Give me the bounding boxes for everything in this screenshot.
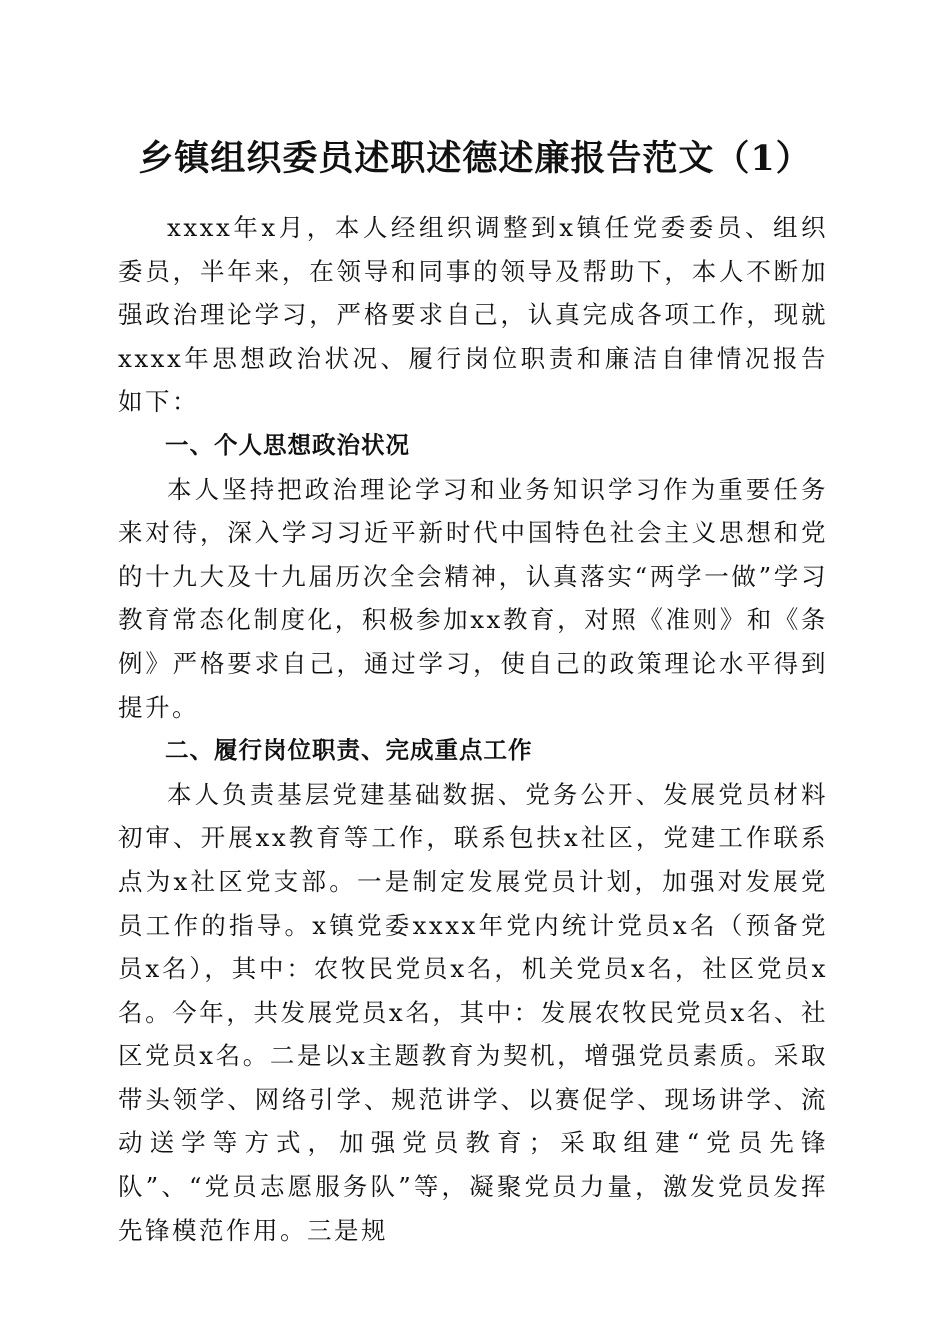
section-paragraph: 本人负责基层党建基础数据、党务公开、发展党员材料初审、开展xx教育等工作，联系包扶x社区，党建工作联系点为x社区党支部。一是制定发展党员计划，加强对发展党员工作的指导。x镇党委xxxx年党内统计党员x名（预备党员x名），其中：农牧民党员x名，机关党员x名，社区党员x名。今年，共发展党员x名，其中：发展农牧民党员x名、社区党员x名。二是以x主题教育为契机，增强党员素质。采取带头领学、网络引学、规范讲学、以赛促学、现场讲学、流动送学等方式，加强党员教育；采取组建“党员先锋队”、“党员志愿服务队”等，凝聚党员力量，激发党员发挥先锋模范作用。三是规 xyxy=(118,779,828,1245)
section-job-duties xyxy=(118,729,828,1252)
document-title: 乡镇组织委员述职述德述廉报告范文（1） xyxy=(138,138,812,179)
section-heading: 二、履行岗位职责、完成重点工作 xyxy=(165,736,533,765)
section-political-status xyxy=(118,424,828,729)
section-heading: 一、个人思想政治状况 xyxy=(165,430,410,459)
document-body xyxy=(118,206,828,1252)
section-paragraph: 本人坚持把政治理论学习和业务知识学习作为重要任务来对待，深入学习习近平新时代中国特色社会主义思想和党的十九大及十九届历次全会精神，认真落实“两学一做”学习教育常态化制度化，积极参加xx教育，对照《准则》和《条例》严格要求自己，通过学习，使自己的政策理论水平得到提升。 xyxy=(118,474,828,722)
intro-paragraph: xxxx年x月，本人经组织调整到x镇任党委委员、组织委员，半年来，在领导和同事的领导及帮助下，本人不断加强政治理论学习，严格要求自己，认真完成各项工作，现就xxxx年思想政治状况、履行岗位职责和廉洁自律情况报告如下： xyxy=(118,213,828,417)
